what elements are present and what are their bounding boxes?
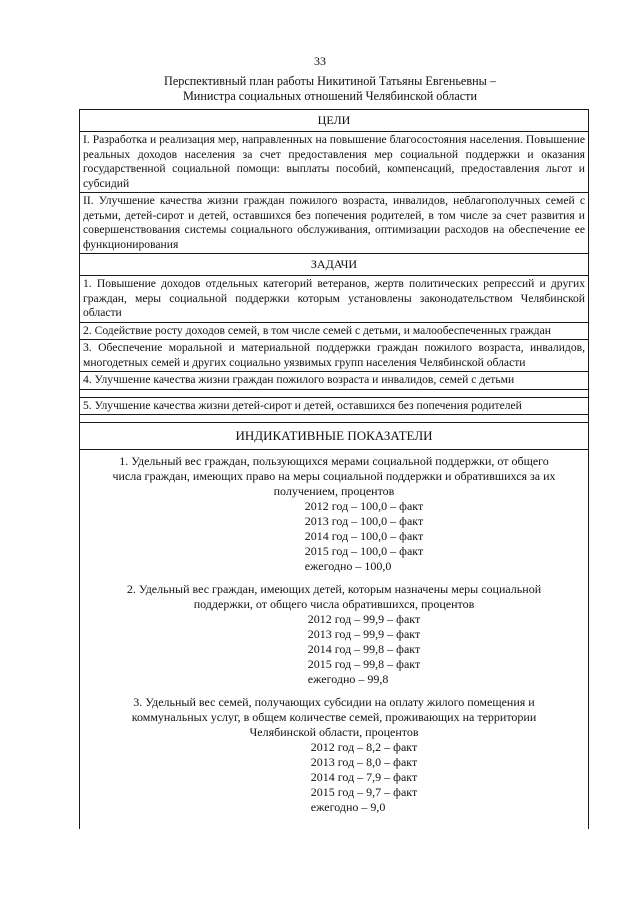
goal-item: I. Разработка и реализация мер, направленных на повышение благосостояния населения. Повышение реальных доходов населения за счет предоставления мер социальной поддержки и оказания государственной социальной помощи: выплаты пособий, компенсаций, предоставления льгот и субсидий (80, 132, 588, 193)
indicator-value: 2014 год – 7,9 – факт (310, 770, 418, 784)
indicator-value: 2012 год – 99,9 – факт (307, 612, 421, 626)
indicators-header: ИНДИКАТИВНЫЕ ПОКАЗАТЕЛИ (80, 423, 588, 450)
indicator-value: ежегодно – 99,8 (307, 672, 389, 686)
indicator-title-line: 3. Удельный вес семей, получающих субсидии на оплату жилого помещения и (133, 695, 535, 709)
indicator-values (308, 612, 420, 687)
indicator-title-line: 2. Удельный вес граждан, имеющих детей, которым назначены меры социальной (126, 582, 542, 596)
task-item: 4. Улучшение качества жизни граждан пожилого возраста и инвалидов, семей с детьми (80, 372, 588, 390)
task-item: 1. Повышение доходов отдельных категорий ветеранов, жертв политических репрессий и других граждан, меры социальной поддержки которым установлены законодательством Челябинской области (80, 276, 588, 323)
task-item: 3. Обеспечение моральной и материальной поддержки граждан пожилого возраста, инвалидов, многодетных семей и других социально уязвимых групп населения Челябинской области (80, 340, 588, 372)
indicator-values (311, 740, 417, 815)
indicator-title (80, 454, 588, 499)
task-item: 5. Улучшение качества жизни детей-сирот и детей, оставшихся без попечения родителей (80, 398, 588, 416)
indicator-title-line: получением, процентов (273, 484, 395, 498)
indicator-block (80, 582, 588, 687)
indicator-value: 2013 год – 99,9 – факт (307, 627, 421, 641)
indicator-value: 2015 год – 99,8 – факт (307, 657, 421, 671)
row-spacer (80, 415, 588, 423)
indicator-title (80, 582, 588, 612)
goal-item: II. Улучшение качества жизни граждан пожилого возраста, инвалидов, неблагополучных семей с детьми, детей-сирот и детей, оставшихся без попечения родителей, в том числе за счет развития и совершенствования системы социального обслуживания, оптимизации расходов на обеспечение ее функционирования (80, 193, 588, 254)
indicator-title-line: Челябинской области, процентов (249, 725, 419, 739)
indicator-value: 2015 год – 9,7 – факт (310, 785, 418, 799)
row-spacer (80, 390, 588, 398)
indicator-value: 2015 год – 100,0 – факт (304, 544, 424, 558)
indicator-value: 2014 год – 100,0 – факт (304, 529, 424, 543)
indicator-value: 2013 год – 8,0 – факт (310, 755, 418, 769)
indicator-value: 2012 год – 8,2 – факт (310, 740, 418, 754)
page-number: 33 (314, 54, 326, 68)
document-title (60, 74, 600, 104)
indicator-title (80, 695, 588, 740)
indicator-values (305, 499, 423, 574)
goals-header: ЦЕЛИ (80, 110, 588, 132)
title-line-1: Перспективный план работы Никитиной Татьяны Евгеньевны – (164, 74, 496, 88)
indicator-value: ежегодно – 9,0 (310, 800, 386, 814)
indicator-block (80, 454, 588, 574)
plan-table (79, 109, 589, 829)
indicator-value: 2012 год – 100,0 – факт (304, 499, 424, 513)
indicator-title-line: поддержки, от общего числа обратившихся, процентов (193, 597, 475, 611)
indicator-value: 2014 год – 99,8 – факт (307, 642, 421, 656)
indicator-value: ежегодно – 100,0 (304, 559, 392, 573)
indicator-title-line: числа граждан, имеющих право на меры социальной поддержки и обратившихся за их (112, 469, 556, 483)
tasks-header: ЗАДАЧИ (80, 254, 588, 276)
indicator-value: 2013 год – 100,0 – факт (304, 514, 424, 528)
task-item: 2. Содействие росту доходов семей, в том числе семей с детьми, и малообеспеченных граждан (80, 323, 588, 341)
indicator-block (80, 695, 588, 815)
indicator-title-line: 1. Удельный вес граждан, пользующихся мерами социальной поддержки, от общего (119, 454, 549, 468)
indicator-title-line: коммунальных услуг, в общем количестве семей, проживающих на территории (131, 710, 537, 724)
indicators-body (80, 450, 588, 829)
title-line-2: Министра социальных отношений Челябинской области (182, 89, 478, 103)
